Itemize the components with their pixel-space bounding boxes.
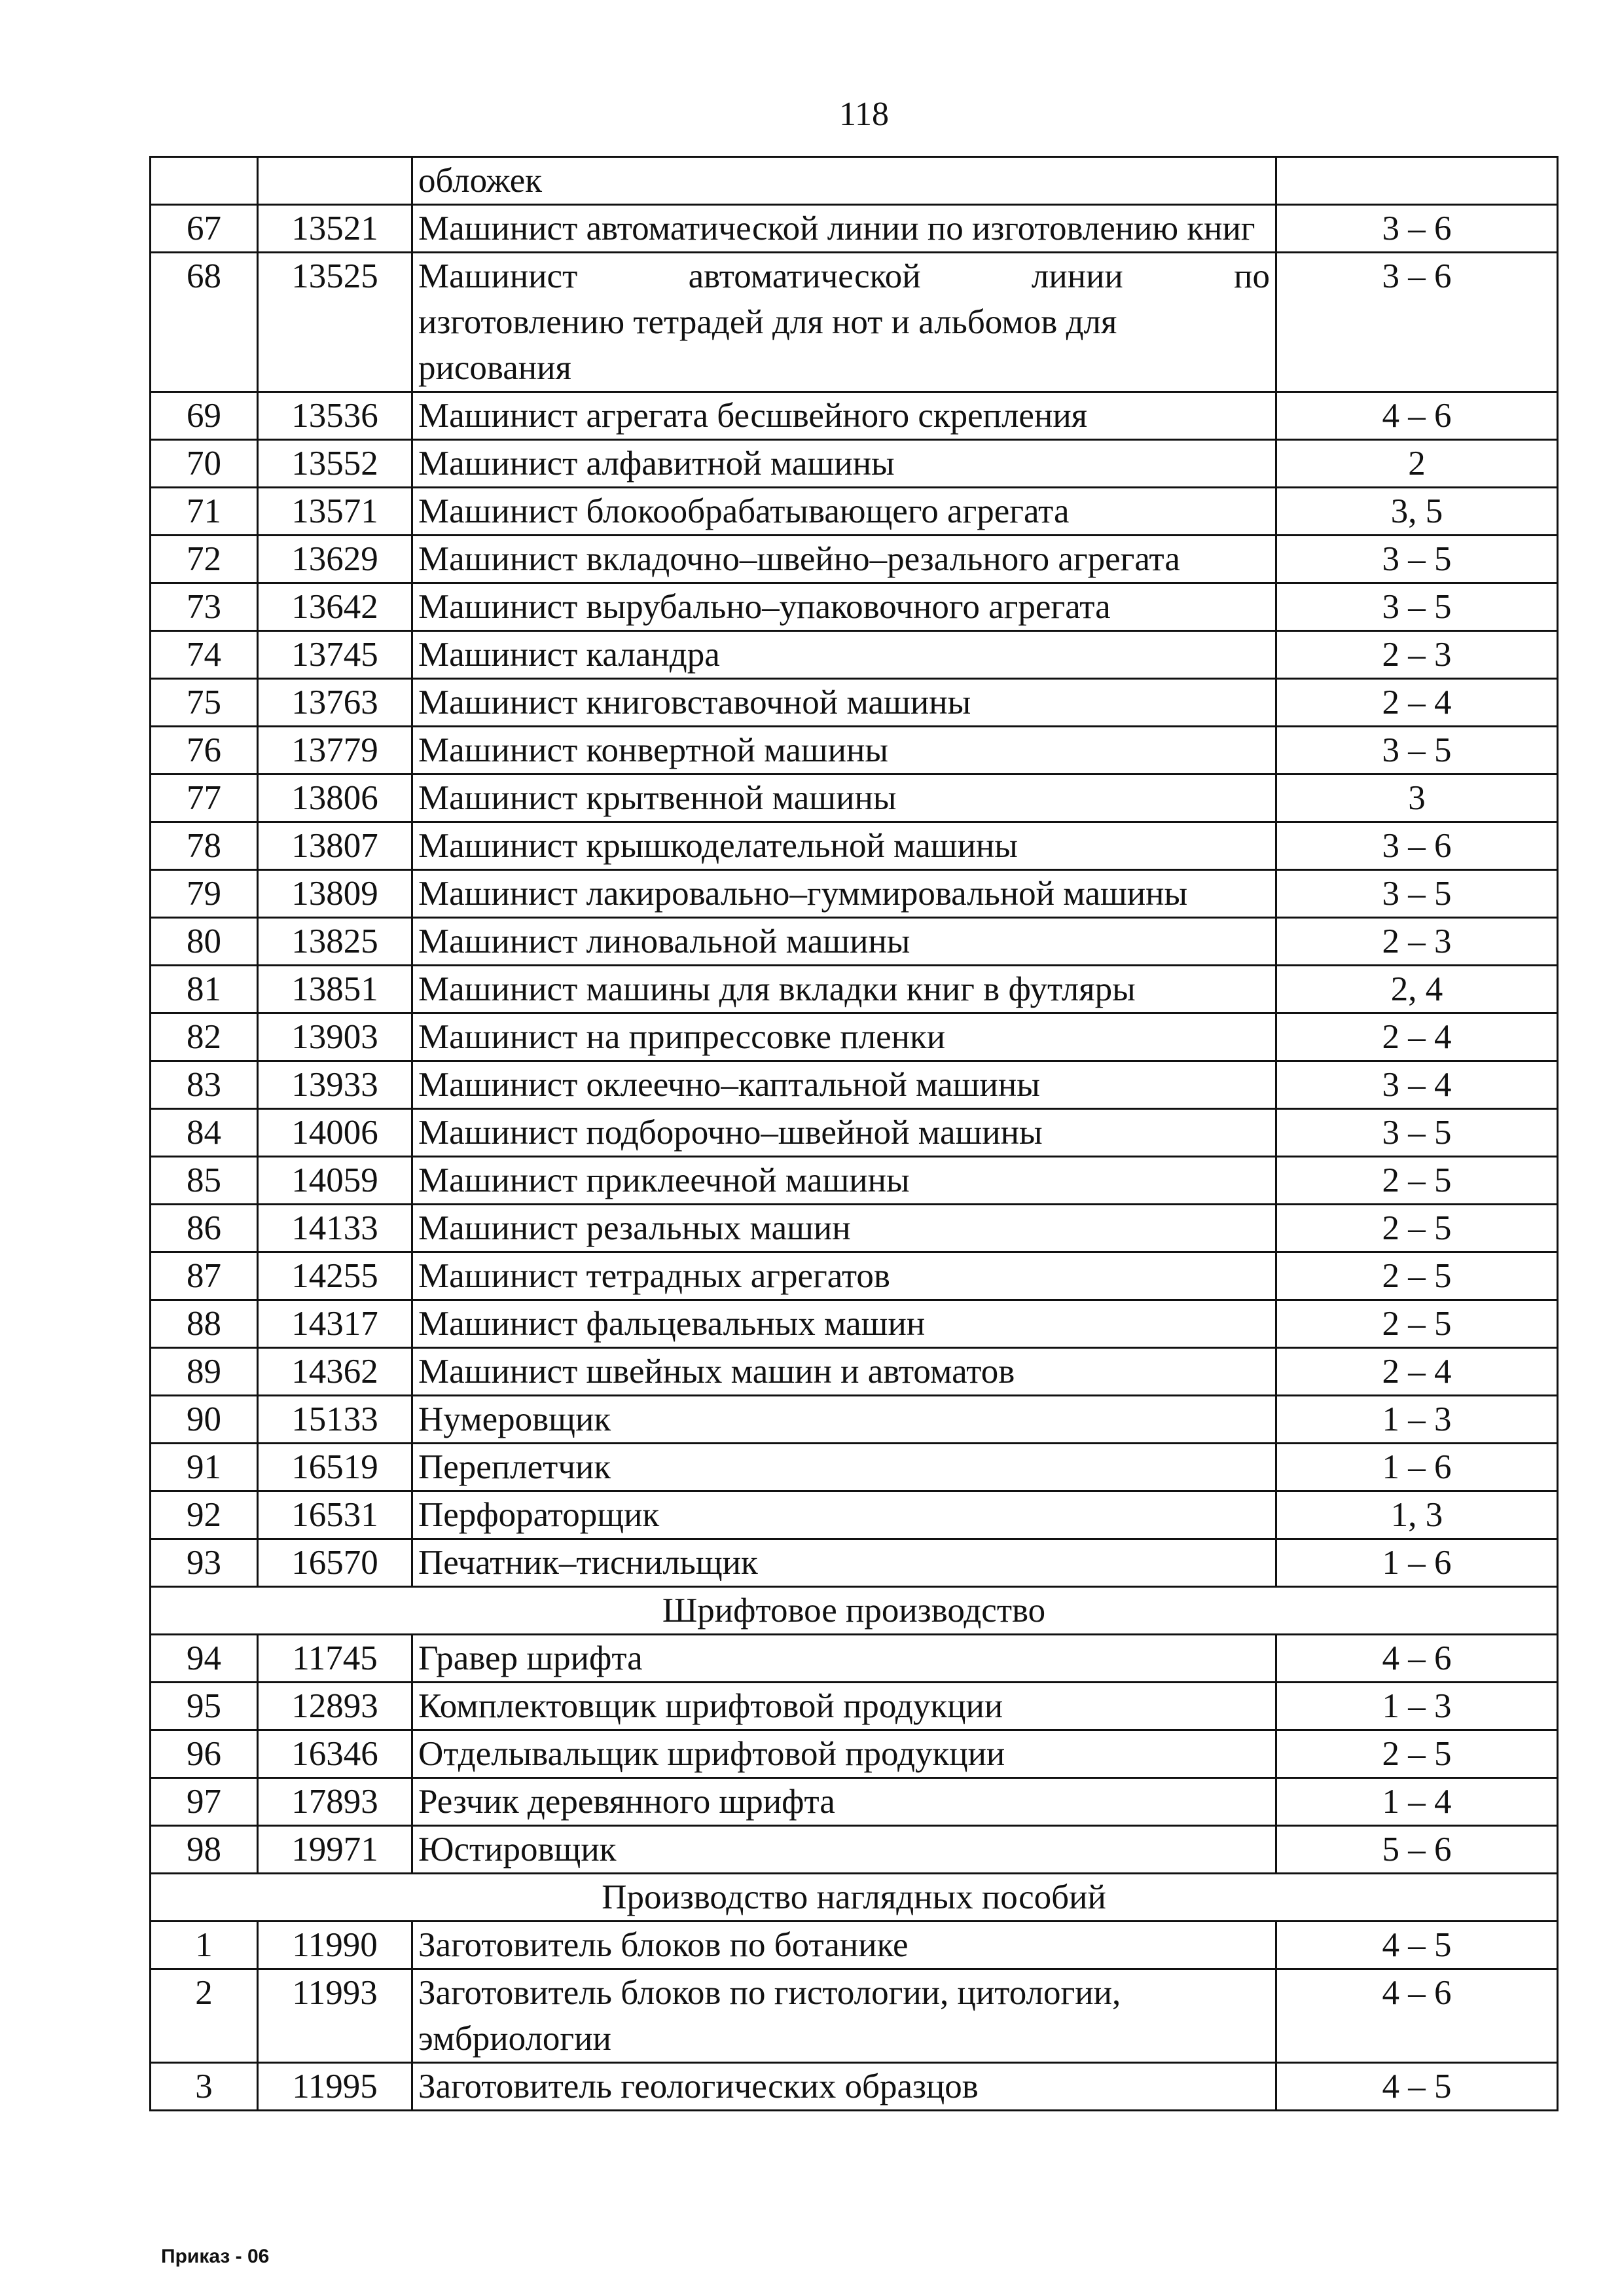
row-grade: 2 – 3 bbox=[1276, 918, 1558, 966]
table-row bbox=[151, 392, 1558, 440]
row-grade: 3 – 6 bbox=[1276, 253, 1558, 392]
row-name: Машинист подборочно–швейной машины bbox=[412, 1109, 1276, 1157]
row-name: Машинист приклеечной машины bbox=[412, 1157, 1276, 1205]
row-code: 19971 bbox=[258, 1826, 412, 1874]
row-code: 17893 bbox=[258, 1778, 412, 1826]
row-name: Машинист вкладочно–швейно–резального агрегата bbox=[412, 536, 1276, 583]
row-grade: 1 – 6 bbox=[1276, 1539, 1558, 1587]
section-title-aids: Производство наглядных пособий bbox=[151, 1874, 1558, 1922]
footer-order-label: Приказ - 06 bbox=[161, 2246, 270, 2267]
row-name: Переплетчик bbox=[412, 1444, 1276, 1491]
table-row bbox=[151, 1061, 1558, 1109]
table-row bbox=[151, 1013, 1558, 1061]
row-grade: 4 – 5 bbox=[1276, 1922, 1558, 1969]
professions-table bbox=[149, 156, 1559, 2111]
row-number: 79 bbox=[151, 870, 258, 918]
row-grade: 1 – 6 bbox=[1276, 1444, 1558, 1491]
table-row bbox=[151, 536, 1558, 583]
table-row bbox=[151, 631, 1558, 679]
row-code: 16346 bbox=[258, 1730, 412, 1778]
row-number: 2 bbox=[151, 1969, 258, 2063]
row-number: 69 bbox=[151, 392, 258, 440]
row-number: 88 bbox=[151, 1300, 258, 1348]
table-row bbox=[151, 774, 1558, 822]
row-code: 13763 bbox=[258, 679, 412, 727]
row-number: 78 bbox=[151, 822, 258, 870]
row-code: 16531 bbox=[258, 1491, 412, 1539]
row-name: Машинист конвертной машины bbox=[412, 727, 1276, 774]
row-code bbox=[258, 157, 412, 205]
row-name: Машинист фальцевальных машин bbox=[412, 1300, 1276, 1348]
row-number: 86 bbox=[151, 1205, 258, 1252]
row-grade: 2, 4 bbox=[1276, 966, 1558, 1013]
row-code: 13525 bbox=[258, 253, 412, 392]
table-row bbox=[151, 583, 1558, 631]
row-grade: 3 – 5 bbox=[1276, 583, 1558, 631]
row-number: 91 bbox=[151, 1444, 258, 1491]
row-number: 96 bbox=[151, 1730, 258, 1778]
row-code: 14059 bbox=[258, 1157, 412, 1205]
row-name: Отделывальщик шрифтовой продукции bbox=[412, 1730, 1276, 1778]
row-name-rest: изготовлению тетрадей для нот и альбомов для рисования bbox=[418, 303, 1117, 387]
row-code: 13521 bbox=[258, 205, 412, 253]
row-name: Машинист лакировально–гуммировальной машины bbox=[412, 870, 1276, 918]
table-row bbox=[151, 727, 1558, 774]
table-row bbox=[151, 2063, 1558, 2111]
row-code: 12893 bbox=[258, 1683, 412, 1730]
row-name: Машинист машины для вкладки книг в футляры bbox=[412, 966, 1276, 1013]
row-code: 13903 bbox=[258, 1013, 412, 1061]
row-name: Машинист книговставочной машины bbox=[412, 679, 1276, 727]
row-code: 13629 bbox=[258, 536, 412, 583]
table-row bbox=[151, 1778, 1558, 1826]
table-row bbox=[151, 205, 1558, 253]
row-grade: 2 – 4 bbox=[1276, 679, 1558, 727]
table-row bbox=[151, 1635, 1558, 1683]
row-name: Перфораторщик bbox=[412, 1491, 1276, 1539]
row-number: 84 bbox=[151, 1109, 258, 1157]
row-code: 14006 bbox=[258, 1109, 412, 1157]
table-row bbox=[151, 1205, 1558, 1252]
section-header-row bbox=[151, 1587, 1558, 1635]
row-grade: 3 – 5 bbox=[1276, 1109, 1558, 1157]
row-code: 13745 bbox=[258, 631, 412, 679]
row-code: 13571 bbox=[258, 488, 412, 536]
row-number: 93 bbox=[151, 1539, 258, 1587]
table-row bbox=[151, 1157, 1558, 1205]
row-code: 13933 bbox=[258, 1061, 412, 1109]
table-row bbox=[151, 870, 1558, 918]
row-name: Нумеровщик bbox=[412, 1396, 1276, 1444]
row-name: Юстировщик bbox=[412, 1826, 1276, 1874]
row-number: 81 bbox=[151, 966, 258, 1013]
row-name: Машинист блокообрабатывающего агрегата bbox=[412, 488, 1276, 536]
table-row bbox=[151, 1300, 1558, 1348]
row-code: 13779 bbox=[258, 727, 412, 774]
row-code: 13536 bbox=[258, 392, 412, 440]
row-grade: 3 – 5 bbox=[1276, 870, 1558, 918]
row-number: 73 bbox=[151, 583, 258, 631]
row-grade: 4 – 6 bbox=[1276, 1969, 1558, 2063]
row-number: 75 bbox=[151, 679, 258, 727]
row-code: 13807 bbox=[258, 822, 412, 870]
row-grade: 2 – 5 bbox=[1276, 1252, 1558, 1300]
row-grade: 4 – 5 bbox=[1276, 2063, 1558, 2111]
row-name: Машинист вырубально–упаковочного агрегата bbox=[412, 583, 1276, 631]
table-row bbox=[151, 1491, 1558, 1539]
table-row bbox=[151, 966, 1558, 1013]
row-name-line1: Машинист автоматической линии по bbox=[418, 257, 1270, 295]
row-code: 11995 bbox=[258, 2063, 412, 2111]
row-number: 77 bbox=[151, 774, 258, 822]
row-grade: 2 – 4 bbox=[1276, 1013, 1558, 1061]
row-number: 70 bbox=[151, 440, 258, 488]
table-row bbox=[151, 1539, 1558, 1587]
row-grade: 2 – 5 bbox=[1276, 1205, 1558, 1252]
row-number: 95 bbox=[151, 1683, 258, 1730]
table-row bbox=[151, 440, 1558, 488]
table-row bbox=[151, 1922, 1558, 1969]
row-name: Машинист тетрадных агрегатов bbox=[412, 1252, 1276, 1300]
row-code: 13642 bbox=[258, 583, 412, 631]
table-row bbox=[151, 1683, 1558, 1730]
section-header-row bbox=[151, 1874, 1558, 1922]
row-number: 74 bbox=[151, 631, 258, 679]
row-code: 16519 bbox=[258, 1444, 412, 1491]
row-name: Машинист на припрессовке пленки bbox=[412, 1013, 1276, 1061]
row-number: 83 bbox=[151, 1061, 258, 1109]
table-row bbox=[151, 1730, 1558, 1778]
row-number: 3 bbox=[151, 2063, 258, 2111]
table-row bbox=[151, 157, 1558, 205]
row-grade: 3 – 6 bbox=[1276, 822, 1558, 870]
row-code: 14133 bbox=[258, 1205, 412, 1252]
row-code: 11993 bbox=[258, 1969, 412, 2063]
row-code: 11745 bbox=[258, 1635, 412, 1683]
row-name: Машинист оклеечно–каптальной машины bbox=[412, 1061, 1276, 1109]
table-row bbox=[151, 1396, 1558, 1444]
table-row bbox=[151, 1252, 1558, 1300]
row-name: Печатник–тиснильщик bbox=[412, 1539, 1276, 1587]
table-row bbox=[151, 1444, 1558, 1491]
table-row bbox=[151, 488, 1558, 536]
row-name: Комплектовщик шрифтовой продукции bbox=[412, 1683, 1276, 1730]
row-grade: 3 – 4 bbox=[1276, 1061, 1558, 1109]
page-number: 118 bbox=[838, 96, 890, 133]
row-grade: 3, 5 bbox=[1276, 488, 1558, 536]
row-grade: 1 – 4 bbox=[1276, 1778, 1558, 1826]
row-grade: 3 – 5 bbox=[1276, 536, 1558, 583]
row-code: 14362 bbox=[258, 1348, 412, 1396]
row-grade: 4 – 6 bbox=[1276, 392, 1558, 440]
row-number: 92 bbox=[151, 1491, 258, 1539]
row-grade: 3 – 5 bbox=[1276, 727, 1558, 774]
table-row bbox=[151, 822, 1558, 870]
table-row bbox=[151, 1348, 1558, 1396]
row-grade: 1 – 3 bbox=[1276, 1396, 1558, 1444]
row-number: 72 bbox=[151, 536, 258, 583]
row-grade: 2 – 5 bbox=[1276, 1730, 1558, 1778]
row-name: Машинист алфавитной машины bbox=[412, 440, 1276, 488]
row-name: Машинист резальных машин bbox=[412, 1205, 1276, 1252]
row-grade: 1 – 3 bbox=[1276, 1683, 1558, 1730]
row-code: 14317 bbox=[258, 1300, 412, 1348]
table-row bbox=[151, 918, 1558, 966]
row-number bbox=[151, 157, 258, 205]
row-grade: 5 – 6 bbox=[1276, 1826, 1558, 1874]
section-title-font: Шрифтовое производство bbox=[151, 1587, 1558, 1635]
row-name: Машинист агрегата бесшвейного скрепления bbox=[412, 392, 1276, 440]
row-number: 67 bbox=[151, 205, 258, 253]
table-row bbox=[151, 679, 1558, 727]
row-name: Заготовитель блоков по гистологии, цитологии, эмбриологии bbox=[412, 1969, 1276, 2063]
row-grade: 3 – 6 bbox=[1276, 205, 1558, 253]
row-grade bbox=[1276, 157, 1558, 205]
row-code: 13851 bbox=[258, 966, 412, 1013]
row-code: 14255 bbox=[258, 1252, 412, 1300]
table-row bbox=[151, 1826, 1558, 1874]
row-name: Машинист крытвенной машины bbox=[412, 774, 1276, 822]
row-grade: 1, 3 bbox=[1276, 1491, 1558, 1539]
row-name: Машинист линовальной машины bbox=[412, 918, 1276, 966]
row-number: 90 bbox=[151, 1396, 258, 1444]
row-code: 16570 bbox=[258, 1539, 412, 1587]
row-code: 13809 bbox=[258, 870, 412, 918]
row-name: Заготовитель блоков по ботанике bbox=[412, 1922, 1276, 1969]
row-name: Машинист крышкоделательной машины bbox=[412, 822, 1276, 870]
row-grade: 4 – 6 bbox=[1276, 1635, 1558, 1683]
row-number: 82 bbox=[151, 1013, 258, 1061]
table-row bbox=[151, 1109, 1558, 1157]
row-code: 11990 bbox=[258, 1922, 412, 1969]
row-number: 85 bbox=[151, 1157, 258, 1205]
row-name: Резчик деревянного шрифта bbox=[412, 1778, 1276, 1826]
row-name: Гравер шрифта bbox=[412, 1635, 1276, 1683]
row-number: 1 bbox=[151, 1922, 258, 1969]
row-number: 68 bbox=[151, 253, 258, 392]
row-number: 87 bbox=[151, 1252, 258, 1300]
row-name: обложек bbox=[412, 157, 1276, 205]
row-name: Машинист швейных машин и автоматов bbox=[412, 1348, 1276, 1396]
row-name: Заготовитель геологических образцов bbox=[412, 2063, 1276, 2111]
row-number: 71 bbox=[151, 488, 258, 536]
row-grade: 2 – 3 bbox=[1276, 631, 1558, 679]
row-code: 13806 bbox=[258, 774, 412, 822]
row-grade: 2 – 5 bbox=[1276, 1300, 1558, 1348]
table-row bbox=[151, 1969, 1558, 2063]
row-name bbox=[412, 253, 1276, 392]
row-grade: 2 – 4 bbox=[1276, 1348, 1558, 1396]
row-name: Машинист автоматической линии по изготовлению книг bbox=[412, 205, 1276, 253]
row-number: 76 bbox=[151, 727, 258, 774]
row-grade: 2 – 5 bbox=[1276, 1157, 1558, 1205]
row-number: 94 bbox=[151, 1635, 258, 1683]
row-number: 98 bbox=[151, 1826, 258, 1874]
row-number: 80 bbox=[151, 918, 258, 966]
row-code: 13825 bbox=[258, 918, 412, 966]
row-grade: 3 bbox=[1276, 774, 1558, 822]
table-row bbox=[151, 253, 1558, 392]
row-code: 15133 bbox=[258, 1396, 412, 1444]
row-code: 13552 bbox=[258, 440, 412, 488]
row-name: Машинист каландра bbox=[412, 631, 1276, 679]
row-number: 97 bbox=[151, 1778, 258, 1826]
row-grade: 2 bbox=[1276, 440, 1558, 488]
row-number: 89 bbox=[151, 1348, 258, 1396]
